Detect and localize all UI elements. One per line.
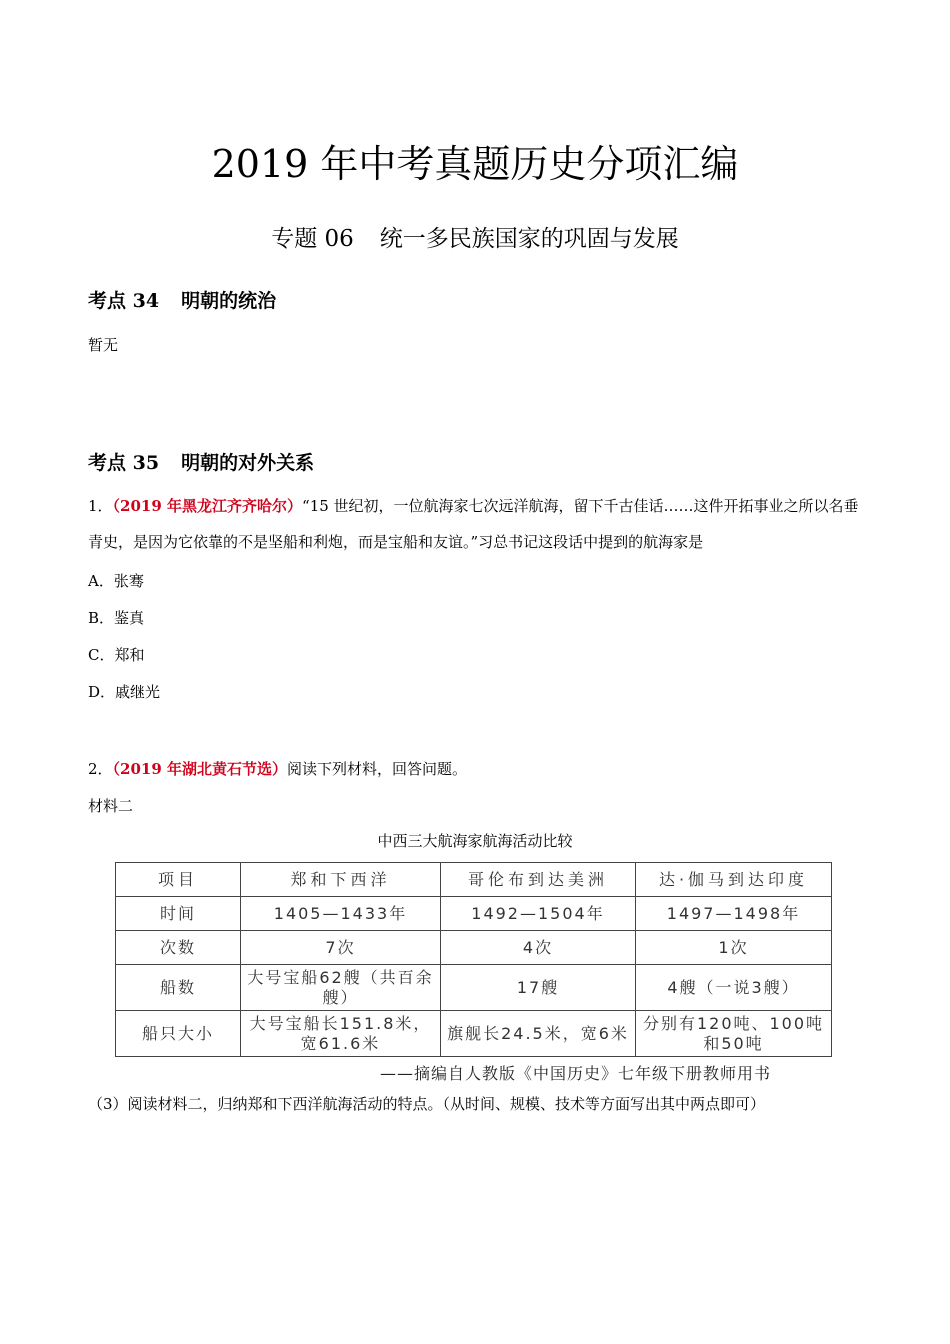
table-cell: 1次: [636, 931, 832, 965]
question-1-option-d: D．戚继光: [88, 683, 161, 701]
table-row: [116, 965, 832, 1011]
table-cell: 船数: [116, 965, 241, 1011]
table-cell: 大号宝船长151.8米，宽61.6米: [241, 1011, 441, 1057]
table-row: [116, 1011, 832, 1057]
section-34-heading: [88, 286, 276, 316]
table-cell: 7次: [241, 931, 441, 965]
table-cell: 4次: [441, 931, 636, 965]
table-cell: 1492—1504年: [441, 897, 636, 931]
table-cell: 4艘（一说3艘）: [636, 965, 832, 1011]
section-35-number: 考点 35: [88, 452, 160, 474]
document-title: 2019 年中考真题历史分项汇编: [211, 142, 739, 186]
section-35-heading: [88, 448, 314, 478]
table-cell: 17艘: [441, 965, 636, 1011]
question-1-stem: [88, 488, 868, 560]
topic-number: 专题 06: [271, 226, 354, 252]
table-row: [116, 931, 832, 965]
table-cell: 次数: [116, 931, 241, 965]
table-cell: 分别有120吨、100吨和50吨: [636, 1011, 832, 1057]
question-1-number: 1．: [88, 497, 113, 515]
topic-subtitle: [0, 222, 950, 256]
table-cell: 船只大小: [116, 1011, 241, 1057]
section-35-name: 明朝的对外关系: [181, 452, 315, 474]
table-caption: 中西三大航海家航海活动比较: [377, 832, 573, 850]
table-cell: 时间: [116, 897, 241, 931]
table-row: [116, 897, 832, 931]
question-1-option-c: C．郑和: [88, 646, 145, 664]
section-34-content: 暂无: [88, 336, 119, 354]
question-1-source: （2019 年黑龙江齐齐哈尔）: [112, 497, 303, 515]
question-1-option-b: B．鉴真: [88, 609, 145, 627]
table-header-cell: 达·伽马到达印度: [636, 863, 832, 897]
question-1-text: “15 世纪初，一位航海家七次远洋航海，留下千古佳话……这件开拓事业之所以名垂青史，是因为它依靠的不是坚船和利炮，而是宝船和友谊。”习总书记这段话中提到的航海家是: [88, 497, 859, 551]
topic-name: 统一多民族国家的巩固与发展: [379, 226, 679, 252]
table-cell: 旗舰长24.5米，宽6米: [441, 1011, 636, 1057]
table-cell: 1497—1498年: [636, 897, 832, 931]
question-2-text: 阅读下列材料，回答问题。: [287, 760, 468, 778]
table-cell: 1405—1433年: [241, 897, 441, 931]
question-1-option-a: A．张骞: [88, 572, 144, 590]
comparison-table: [115, 862, 832, 1057]
table-source: ——摘编自人教版《中国历史》七年级下册教师用书: [380, 1064, 772, 1083]
section-34-number: 考点 34: [88, 290, 160, 312]
table-header-row: [116, 863, 832, 897]
table-header-cell: 郑和下西洋: [241, 863, 441, 897]
question-2-stem: [88, 758, 467, 780]
question-2-source: （2019 年湖北黄石节选）: [112, 760, 288, 778]
table-header-cell: 哥伦布到达美洲: [441, 863, 636, 897]
section-34-name: 明朝的统治: [181, 290, 277, 312]
question-2-sub-3: （3）阅读材料二，归纳郑和下西洋航海活动的特点。（从时间、规模、技术等方面写出其中两点即可）: [88, 1095, 766, 1113]
table-cell: 大号宝船62艘（共百余艘）: [241, 965, 441, 1011]
material-label: 材料二: [88, 797, 134, 815]
question-2-number: 2．: [88, 760, 113, 778]
table-header-cell: 项目: [116, 863, 241, 897]
